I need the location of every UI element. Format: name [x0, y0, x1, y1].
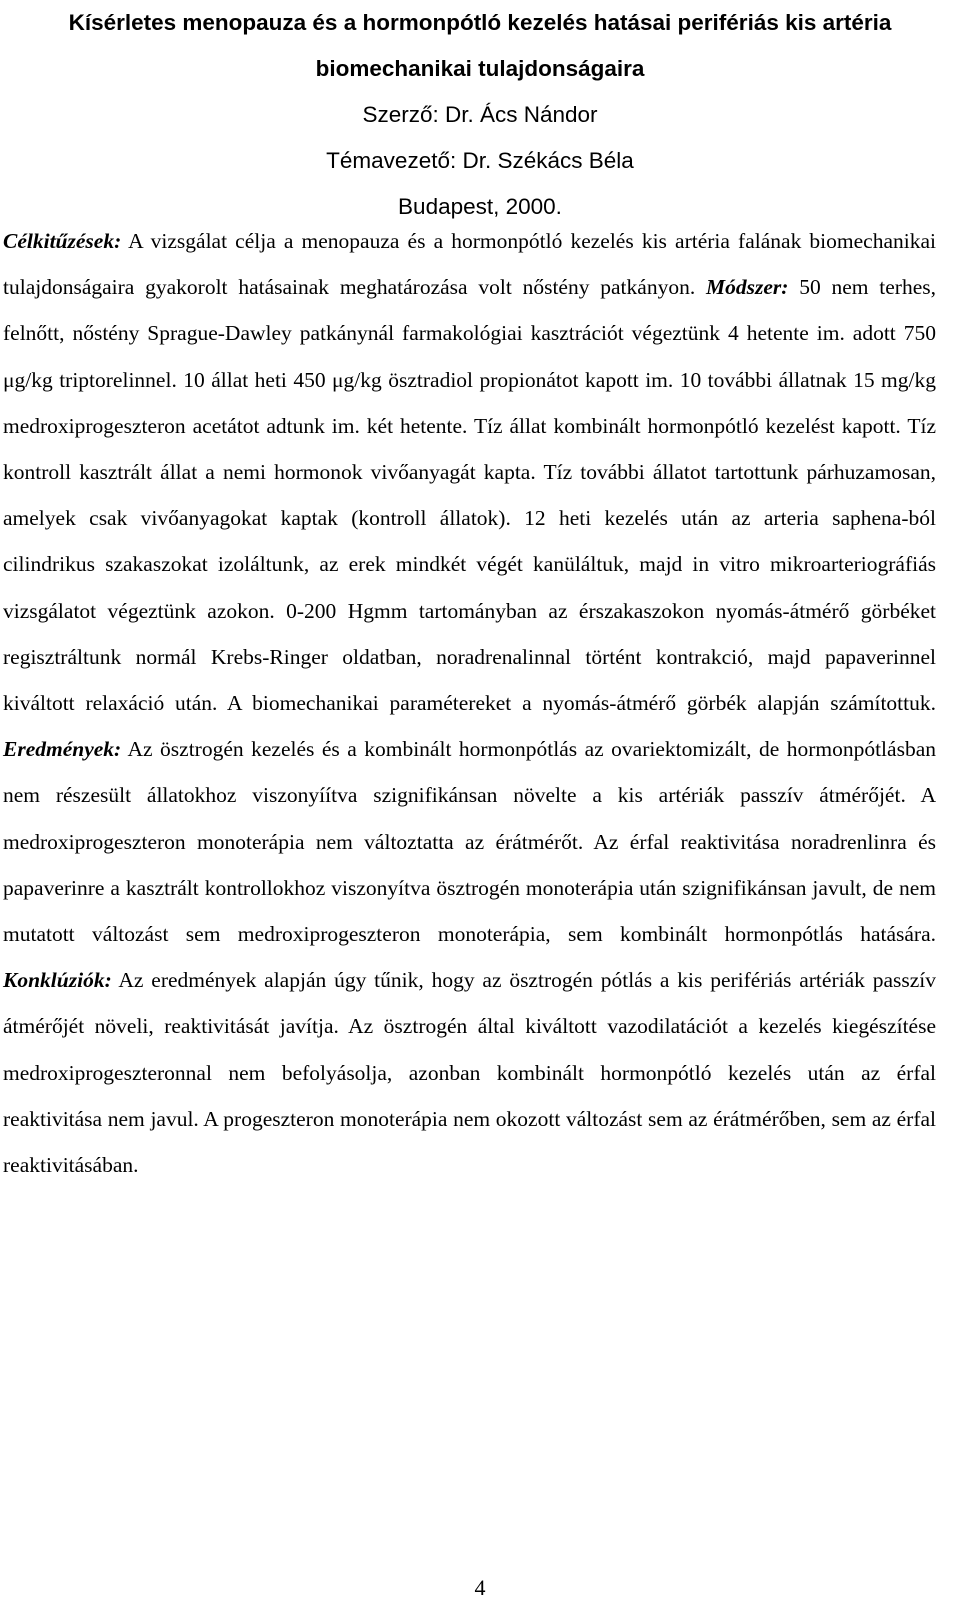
results-text: Az ösztrogén kezelés és a kombinált hormonpótlás az ovariektomizált, de hormonpótlásban nem részesült állatokhoz viszonyíítva szignifikánsan növelte a kis artériák passzív átmérőjét. A medroxiprogeszteron monoterápia nem változtatta az érátmérőt. Az érfal reaktivitása noradrenlinra és papaverinre a kasztrált kontrollokhoz viszonyítva ösztrogén monoterápia után szignifikánsan javult, de nem mutatott változást sem medroxiprogeszteron monoterápia, sem kombinált hormonpótlás hatására.	[3, 737, 936, 947]
aims-text: A vizsgálat célja a menopauza és a hormonpótló kezelés kis artéria falának biomechanikai tulajdonságaira gyakorolt hatásainak meghatározása volt nőstény patkányon.	[3, 229, 936, 300]
author-line: Szerző: Dr. Ács Nándor	[362, 102, 598, 127]
methods-label: Módszer:	[705, 275, 789, 300]
conclusions-text: Az eredmények alapján úgy tűnik, hogy az ösztrogén pótlás a kis perifériás artériák passzív átmérőjét növeli, reaktivitását javítja. Az ösztrogén által kiváltott vazodilatációt a kezelés kiegészítése medroxiprogeszteronnal nem befolyásolja, azonban kombinált hormonpótló kezelés után az érfal reaktivitása nem javul. A progeszteron monoterápia nem okozott változást sem az érátmérőben, sem az érfal reaktivitásában.	[3, 968, 936, 1178]
supervisor-line: Témavezető: Dr. Székács Béla	[326, 148, 634, 173]
document-header	[0, 0, 960, 230]
conclusions-label: Konklúziók:	[3, 968, 112, 993]
document-title-line-2: biomechanikai tulajdonságaira	[315, 56, 645, 81]
place-date-line: Budapest, 2000.	[398, 194, 562, 219]
methods-text: 50 nem terhes, felnőtt, nőstény Sprague-Dawley patkánynál farmakológiai kasztrációt végeztünk 4 hetente im. adott 750 μg/kg triptorelinnel. 10 állat heti 450 μg/kg ösztradiol propionátot kapott im. 10 további állatnak 15 mg/kg medroxiprogeszteron acetátot adtunk im. két hetente. Tíz állat kombinált hormonpótló kezelést kapott. Tíz kontroll kasztrált állat a nemi hormonok vivőanyagát kapta. Tíz további állatot tartottunk párhuzamosan, amelyek csak vivőanyagokat kaptak (kontroll állatok). 12 heti kezelés után az arteria saphena-ból cilindrikus szakaszokat izoláltunk, az erek mindkét végét kanüláltuk, majd in vitro mikroarteriográfiás vizsgálatot végeztünk azokon. 0-200 Hgmm tartományban az érszakaszokon nyomás-átmérő görbéket regisztráltunk normál Krebs-Ringer oldatban, noradrenalinnal történt kontrakció, majd papaverinnel kiváltott relaxáció után. A biomechanikai paramétereket a nyomás-átmérő görbék alapján számítottuk.	[3, 275, 936, 716]
document-title-line-1: Kísérletes menopauza és a hormonpótló kezelés hatásai perifériás kis artéria	[68, 10, 892, 35]
results-label: Eredmények:	[3, 737, 122, 762]
page-number: 4	[474, 1575, 486, 1600]
abstract-paragraph	[3, 218, 936, 1188]
aims-label: Célkitűzések:	[3, 229, 122, 253]
